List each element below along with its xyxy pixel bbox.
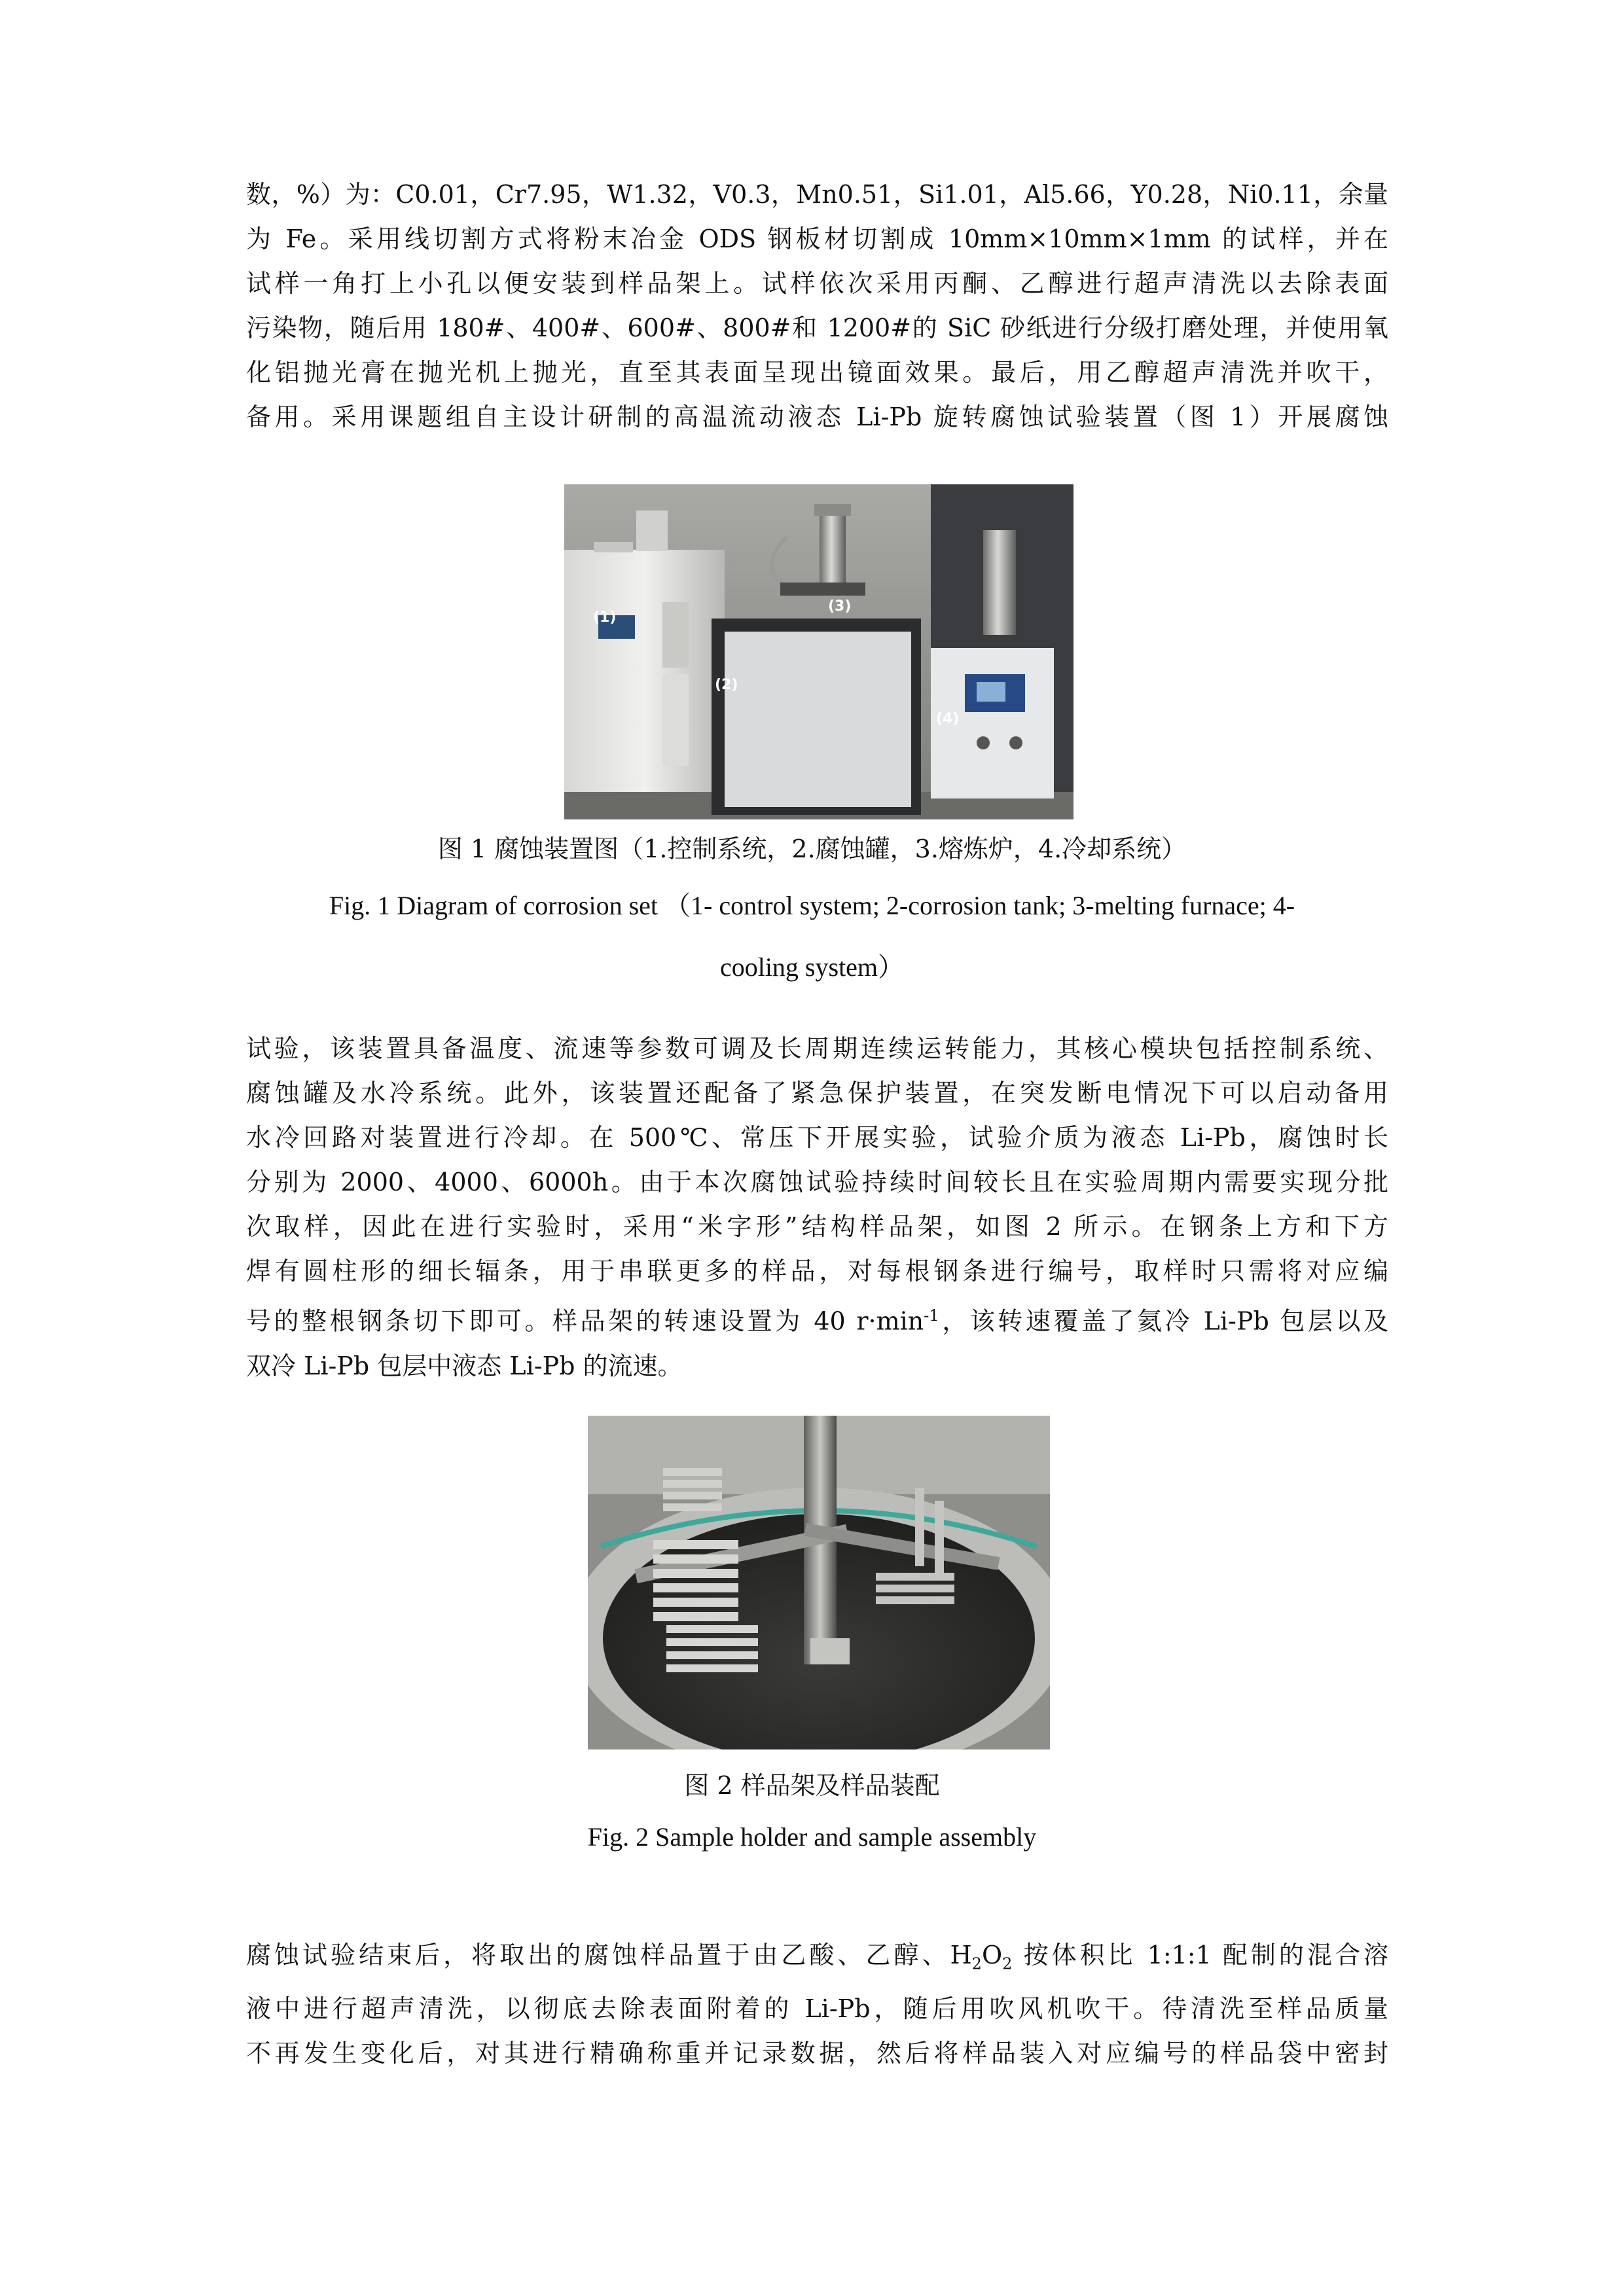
text-line: 污染物，随后用 180#、400#、600#、800#和 1200#的 SiC 砂纸进行分级打磨处理，并使用氧	[246, 314, 1388, 342]
text-line: 次取样，因此在进行实验时，采用“米字形”结构样品架，如图 2 所示。在钢条上方和下方	[246, 1212, 1388, 1241]
figure-1-caption-en: Fig. 1 Diagram of corrosion set （1- control system; 2-corrosion tank; 3-melting furnace; 4-	[329, 891, 1295, 920]
figure-1-caption-cn: 图 1 腐蚀装置图（1.控制系统，2.腐蚀罐，3.熔炼炉，4.冷却系统）	[437, 834, 1187, 863]
text-line: 试样一角打上小孔以便安装到样品架上。试样依次采用丙酮、乙醇进行超声清洗以去除表面	[246, 269, 1388, 298]
paragraph-cleaning	[246, 1933, 1388, 2075]
text-line: 分别为 2000、4000、6000h。由于本次腐蚀试验持续时间较长且在实验周期内需要实现分批	[246, 1168, 1388, 1196]
paragraph-experiment	[246, 1026, 1388, 1388]
label-corrosion-tank: (2)	[715, 677, 738, 693]
corrosion-apparatus-photo	[564, 484, 1074, 819]
label-control-system: (1)	[593, 609, 617, 626]
text-line: 焊有圆柱形的细长辐条，用于串联更多的样品，对每根钢条进行编号，取样时只需将对应编	[246, 1257, 1388, 1285]
figure-1-photo	[564, 484, 1074, 819]
text-line: 化铝抛光膏在抛光机上抛光，直至其表面呈现出镜面效果。最后，用乙醇超声清洗并吹干，	[246, 358, 1388, 387]
figure-2-caption-cn: 图 2 样品架及样品装配	[684, 1771, 940, 1800]
text-line-rotation-speed: 号的整根钢条切下即可。样品架的转速设置为 40 $r\cdot\min^{-1}$，该转速覆盖了氦冷 Li-Pb 包层以及	[246, 1306, 1389, 1336]
label-melting-furnace: (3)	[828, 598, 852, 615]
figure-1-caption-en-cont: cooling system）	[719, 952, 905, 982]
sample-holder-photo	[588, 1416, 1050, 1749]
text-line: 备用。采用课题组自主设计研制的高温流动液态 Li-Pb 旋转腐蚀试验装置（图 1）开展腐蚀	[246, 403, 1388, 431]
label-cooling-system: (4)	[936, 711, 960, 727]
paragraph-materials	[246, 172, 1388, 439]
text-line: 数，%）为：C0.01，Cr7.95，W1.32，V0.3，Mn0.51，Si1.01，Al5.66，Y0.28，Ni0.11，余量	[246, 180, 1388, 209]
figure-2-photo	[588, 1416, 1050, 1749]
text-line: 双冷 Li-Pb 包层中液态 Li-Pb 的流速。	[246, 1351, 683, 1380]
figure-2-caption-en: Fig. 2 Sample holder and sample assembly	[587, 1822, 1037, 1852]
text-line: 不再发生变化后，对其进行精确称重并记录数据，然后将样品装入对应编号的样品袋中密封	[246, 2038, 1388, 2068]
text-line: 水冷回路对装置进行冷却。在 500℃、常压下开展实验，试验介质为液态 Li-Pb，腐蚀时长	[246, 1123, 1388, 1152]
text-line: 液中进行超声清洗，以彻底去除表面附着的 Li-Pb，随后用吹风机吹干。待清洗至样品质量	[246, 1994, 1388, 2023]
text-line: 腐蚀罐及水冷系统。此外，该装置还配备了紧急保护装置，在突发断电情况下可以启动备用	[246, 1079, 1388, 1107]
text-line: 为 Fe。采用线切割方式将粉末冶金 ODS 钢板材切割成 10mm×10mm×1mm 的试样，并在	[246, 224, 1388, 253]
text-line: 试验，该装置具备温度、流速等参数可调及长周期连续运转能力，其核心模块包括控制系统、	[246, 1034, 1388, 1063]
text-line-h2o2: 腐蚀试验结束后，将取出的腐蚀样品置于由乙酸、乙醇、$H_2O_2$ 按体积比 1:1:1 配制的混合溶	[246, 1941, 1388, 1973]
